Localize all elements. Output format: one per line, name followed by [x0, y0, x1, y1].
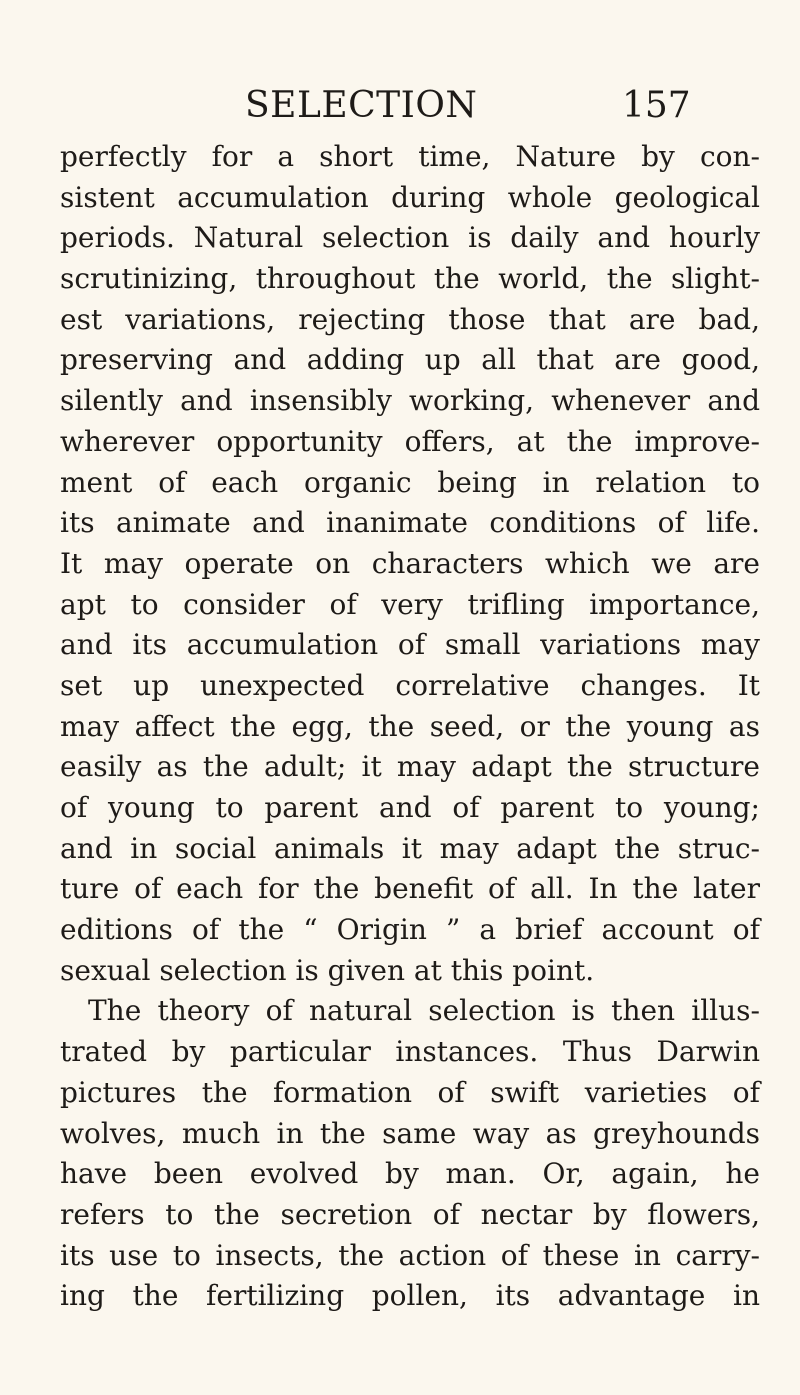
text-line: and its accumulation of small variations may	[60, 628, 760, 662]
text-line: pictures the formation of swift varieties of	[60, 1075, 760, 1109]
running-head: SELECTION	[245, 85, 478, 126]
text-line: easily as the adult; it may adapt the structure	[60, 750, 760, 784]
text-line: set up unexpected correlative changes. It	[60, 668, 760, 702]
text-line: apt to consider of very trifling importance,	[60, 587, 760, 621]
text-line: sistent accumulation during whole geological	[60, 180, 760, 214]
text-line: The theory of natural selection is then illus-	[88, 994, 760, 1028]
text-line: may affect the egg, the seed, or the young as	[60, 709, 760, 743]
text-line: sexual selection is given at this point.	[60, 953, 595, 987]
text-line: ment of each organic being in relation to	[60, 465, 760, 499]
body-text	[60, 137, 760, 1317]
text-line: scrutinizing, throughout the world, the slight-	[60, 262, 760, 296]
text-line: est variations, rejecting those that are bad,	[60, 302, 760, 336]
page-number: 157	[622, 85, 691, 126]
text-line: have been evolved by man. Or, again, he	[60, 1157, 760, 1191]
text-line: It may operate on characters which we are	[60, 546, 760, 580]
text-line: preserving and adding up all that are good,	[60, 343, 760, 377]
text-line: editions of the “ Origin ” a brief account of	[60, 913, 760, 947]
text-line: and in social animals it may adapt the struc-	[60, 831, 760, 865]
text-line: refers to the secretion of nectar by flowers,	[60, 1197, 760, 1231]
text-line: silently and insensibly working, whenever and	[60, 384, 760, 418]
page-header	[0, 78, 800, 134]
text-line: its animate and inanimate conditions of life.	[60, 506, 760, 540]
text-line: periods. Natural selection is daily and hourly	[60, 221, 760, 255]
text-line: ing the fertilizing pollen, its advantage in	[60, 1279, 760, 1313]
text-line: ture of each for the benefit of all. In the later	[60, 872, 760, 906]
text-line: wolves, much in the same way as greyhounds	[60, 1116, 760, 1150]
text-line: trated by particular instances. Thus Darwin	[60, 1035, 760, 1069]
text-line: of young to parent and of parent to young;	[60, 791, 760, 824]
text-line: perfectly for a short time, Nature by con-	[60, 140, 760, 173]
text-line: wherever opportunity offers, at the improve-	[60, 424, 760, 458]
text-line: its use to insects, the action of these in carry-	[60, 1238, 760, 1272]
